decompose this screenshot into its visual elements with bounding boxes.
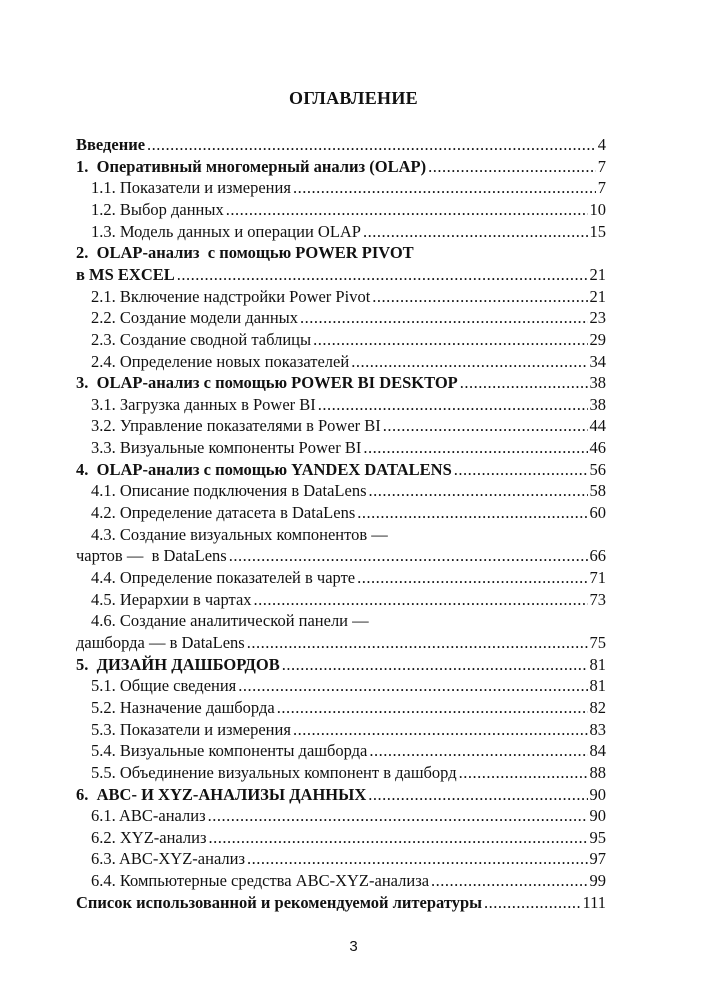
toc-entry-page: 81: [589, 676, 606, 696]
dot-leader: [177, 264, 588, 286]
dot-leader: [229, 545, 588, 567]
toc-entry-label: 2.1. Включение надстройки Power Pivot: [91, 286, 371, 306]
dot-leader: [369, 740, 587, 762]
toc-entry-page: 21: [589, 264, 606, 284]
toc-entry-page: 111: [582, 892, 606, 912]
toc-entry-page: 56: [589, 459, 606, 479]
toc-entry-label: 4.5. Иерархии в чартах: [91, 589, 252, 609]
toc-entry[interactable]: [0, 567, 707, 589]
toc-entry-page: 29: [589, 329, 606, 349]
toc-entry-page: 4: [597, 135, 606, 154]
toc-entry-label: 3.3. Визуальные компоненты Power BI: [91, 438, 362, 458]
toc-entry[interactable]: [0, 372, 707, 394]
toc-entry-page: 66: [589, 546, 606, 566]
toc-entry[interactable]: [0, 848, 707, 870]
toc-entry-label: 4.1. Описание подключения в DataLens: [91, 481, 367, 501]
toc-entry-page: 81: [589, 654, 606, 674]
dot-leader: [368, 784, 587, 806]
dot-leader: [431, 870, 587, 892]
toc-entry-label: 6.4. Компьютерные средства ABC-XYZ-анализа: [91, 871, 430, 891]
dot-leader: [363, 221, 588, 243]
toc-entry-page: 71: [589, 568, 606, 587]
toc-entry-page: 21: [589, 286, 606, 306]
toc-entry[interactable]: [0, 892, 707, 914]
toc-entry-label: 6.3. ABC-XYZ-анализ: [91, 849, 245, 869]
toc-entry[interactable]: [0, 740, 707, 762]
toc-entry[interactable]: [0, 221, 707, 243]
toc-entry-page: 99: [589, 871, 606, 891]
toc-entry-label: 3. OLAP-анализ с помощью POWER BI DESKTOP: [76, 373, 458, 393]
toc-entry-page: 7: [597, 156, 606, 176]
dot-leader: [357, 567, 587, 589]
dot-leader: [351, 351, 587, 373]
toc-entry[interactable]: [0, 329, 707, 351]
dot-leader: [247, 632, 588, 654]
toc-entry[interactable]: [0, 827, 707, 849]
toc-entry-label: чартов — в DataLens: [76, 546, 227, 566]
toc-entry-label: 4.6. Создание аналитической панели —: [91, 611, 369, 631]
toc-entry-label: 2.3. Создание сводной таблицы: [91, 329, 312, 349]
toc-entry-page: 73: [589, 589, 606, 609]
toc-entry-label: 2.4. Определение новых показателей: [91, 351, 350, 371]
dot-leader: [254, 589, 588, 611]
toc-entry-page: 58: [589, 481, 606, 501]
toc-entry[interactable]: [0, 632, 707, 654]
toc-entry[interactable]: [0, 394, 707, 416]
toc-entry-page: 46: [589, 438, 606, 458]
toc-entry[interactable]: [0, 524, 707, 546]
dot-leader: [372, 286, 587, 308]
toc-entry-page: 38: [589, 373, 606, 393]
dot-leader: [208, 827, 587, 849]
toc-entry[interactable]: [0, 177, 707, 199]
dot-leader: [277, 697, 588, 719]
toc-entry[interactable]: [0, 719, 707, 741]
toc-entry-label: 1.2. Выбор данных: [91, 199, 224, 219]
toc-entry[interactable]: [0, 784, 707, 806]
toc-entry-page: 34: [589, 351, 606, 371]
dot-leader: [208, 805, 588, 827]
toc-entry-page: 84: [589, 741, 606, 761]
dot-leader: [293, 719, 588, 741]
toc-entry[interactable]: [0, 286, 707, 308]
toc-entry[interactable]: [0, 502, 707, 524]
toc-entry-label: 5. ДИЗАЙН ДАШБОРДОВ: [76, 654, 280, 674]
toc-entry[interactable]: [0, 242, 707, 264]
toc-entry[interactable]: [0, 805, 707, 827]
dot-leader: [454, 459, 588, 481]
toc-entry-page: 90: [589, 806, 606, 826]
toc-entry[interactable]: [0, 415, 707, 437]
toc-entry-page: 7: [597, 178, 606, 198]
toc-entry-label: 5.4. Визуальные компоненты дашборда: [91, 741, 368, 761]
dot-leader: [313, 329, 587, 351]
toc-entry[interactable]: [0, 610, 707, 632]
dot-leader: [459, 762, 588, 784]
page-number: 3: [349, 938, 358, 955]
toc-entry[interactable]: [0, 480, 707, 502]
toc-entry-page: 88: [589, 762, 606, 782]
toc-entry-label: 6.1. ABC-анализ: [91, 806, 206, 826]
dot-leader: [318, 394, 588, 416]
toc-entry-label: 6. ABC- И XYZ-АНАЛИЗЫ ДАННЫХ: [76, 784, 367, 804]
toc-entry[interactable]: [0, 697, 707, 719]
toc-entry[interactable]: [0, 264, 707, 286]
toc-entry-label: 5.3. Показатели и измерения: [91, 719, 291, 739]
dot-leader: [357, 502, 587, 524]
dot-leader: [484, 892, 580, 914]
toc-entry[interactable]: [0, 351, 707, 373]
toc-entry[interactable]: [0, 675, 707, 697]
toc-entry[interactable]: [0, 870, 707, 892]
toc-entry-page: 23: [589, 308, 606, 328]
toc-entry-label: 4.2. Определение датасета в DataLens: [91, 503, 356, 523]
toc-entry[interactable]: [0, 654, 707, 676]
dot-leader: [147, 134, 596, 156]
toc-entry-label: в MS EXCEL: [76, 264, 175, 284]
dot-leader: [293, 177, 596, 199]
dot-leader: [363, 437, 587, 459]
toc-entry[interactable]: [0, 437, 707, 459]
toc-entry-label: 6.2. XYZ-анализ: [91, 827, 207, 847]
toc-entry[interactable]: [0, 459, 707, 481]
dot-leader: [428, 156, 596, 178]
toc-entry-label: 2. OLAP-анализ с помощью POWER PIVOT: [76, 243, 414, 263]
dot-leader: [369, 480, 588, 502]
page-title: ОГЛАВЛЕНИЕ: [289, 88, 418, 108]
dot-leader: [282, 654, 588, 676]
toc-entry-page: 83: [589, 719, 606, 739]
toc-entry-label: 4.3. Создание визуальных компонентов —: [91, 524, 388, 544]
toc-entry-page: 60: [589, 503, 606, 523]
toc-entry-page: 38: [589, 394, 606, 414]
toc-entry-label: Список использованной и рекомендуемой литературы: [76, 892, 483, 912]
toc-entry-label: 5.1. Общие сведения: [91, 676, 237, 696]
dot-leader: [247, 848, 588, 870]
toc-entry-label: 3.1. Загрузка данных в Power BI: [91, 394, 316, 414]
dot-leader: [300, 307, 587, 329]
toc-entry-label: 3.2. Управление показателями в Power BI: [91, 416, 381, 436]
dot-leader: [383, 415, 588, 437]
toc-entry-page: 15: [589, 221, 606, 241]
toc-entry-label: 4.4. Определение показателей в чарте: [91, 568, 356, 587]
toc-entry-label: 1.3. Модель данных и операции OLAP: [91, 221, 361, 241]
toc-entry-label: 2.2. Создание модели данных: [91, 308, 299, 328]
toc-entry-label: 4. OLAP-анализ с помощью YANDEX DATALENS: [76, 459, 452, 479]
toc-entry-label: 1.1. Показатели и измерения: [91, 178, 291, 198]
toc-entry-label: дашборда — в DataLens: [76, 632, 245, 652]
toc-entry[interactable]: [0, 589, 707, 611]
dot-leader: [226, 199, 588, 221]
toc-entry-page: 75: [589, 632, 606, 652]
toc-entry[interactable]: [0, 762, 707, 784]
toc-entry-page: 44: [589, 416, 606, 436]
toc-entry[interactable]: [0, 134, 707, 156]
toc-entry[interactable]: [0, 156, 707, 178]
toc-entry-page: 10: [589, 199, 606, 219]
toc-entry-label: 5.5. Объединение визуальных компонент в дашборд: [91, 762, 457, 782]
toc-entry-page: 82: [589, 697, 606, 717]
toc-entry[interactable]: [0, 545, 707, 567]
toc-entry-label: Введение: [76, 135, 146, 154]
dot-leader: [460, 372, 588, 394]
toc-entry-label: 5.2. Назначение дашборда: [91, 697, 275, 717]
dot-leader: [238, 675, 587, 697]
toc-entry-page: 95: [589, 827, 606, 847]
toc-entry-page: 97: [589, 849, 606, 869]
toc-entry-label: 1. Оперативный многомерный анализ (OLAP): [76, 156, 427, 176]
toc-entry-page: 90: [589, 784, 606, 804]
toc-entry[interactable]: [0, 199, 707, 221]
toc-entry[interactable]: [0, 307, 707, 329]
